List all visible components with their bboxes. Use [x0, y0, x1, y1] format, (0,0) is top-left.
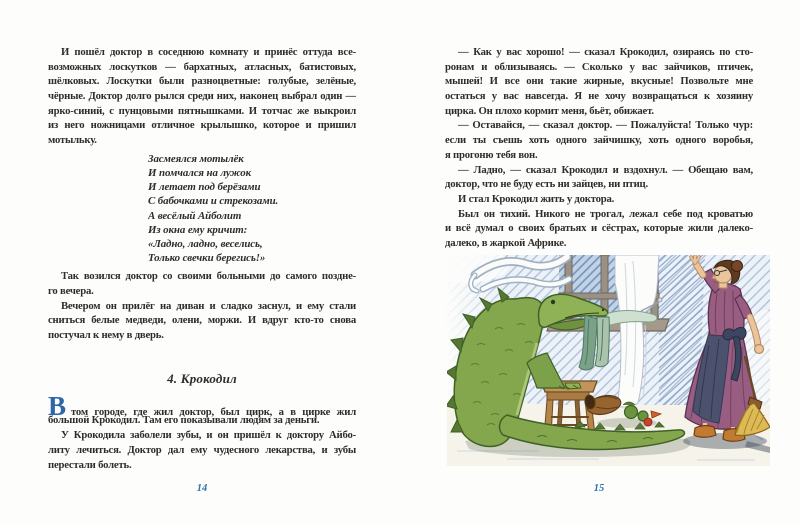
text-line: Засмеялся мотылёк	[148, 152, 244, 165]
paragraph	[445, 207, 753, 251]
chapter-heading: 4. Крокодил	[167, 370, 237, 386]
text-line: цирка. Он плохо кормит меня, бьёт, обижает.	[445, 104, 654, 117]
text-line: — Как у вас хорошо! — сказал Крокодил, озираясь по сто-	[458, 46, 753, 58]
text-line: А весёлый Айболит	[148, 209, 242, 222]
paragraph	[445, 163, 753, 192]
text-line: если ты съешь хоть одного зайчишку, хоть одного воробья,	[445, 134, 753, 147]
right-page	[445, 45, 753, 251]
text-line: остаться у вас навсегда. Я не хочу возвращаться к хозяину	[445, 90, 753, 103]
text-line: го вечера.	[48, 285, 94, 297]
text-line: Вечером он прилёг на диван и сладко заснул, и ему стали	[61, 299, 356, 312]
text-line: литу лечиться. Доктор дал ему чудесного лекарства, и зубы	[48, 443, 356, 456]
page-number-left: 14	[196, 483, 208, 494]
clog	[694, 426, 716, 438]
text-line: ярко-синий, с пунцовыми пятнышками. И тотчас же выкроил	[48, 104, 356, 117]
text-line: возможных лоскутков — бархатных, атласных, батистовых,	[48, 60, 356, 73]
text-line: И пошёл доктор в соседнюю комнату и принёс оттуда все-	[61, 46, 356, 58]
text-line: из него ножницами отличное крылышко, которое и пришил	[48, 119, 356, 132]
text-line: перестали болеть.	[48, 458, 132, 471]
poem	[148, 152, 356, 266]
text-line: я прогоню тебя вон.	[445, 148, 538, 161]
text-line: У Крокодила заболели зубы, и он пришёл к доктору Айбо-	[61, 429, 356, 442]
text-line: большой Крокодил. Там его показывали людям за деньги.	[48, 414, 320, 427]
text-line: И стал Крокодил жить у доктора.	[458, 192, 615, 205]
page-number-right: 15	[593, 483, 605, 494]
paragraph-dropcap	[48, 390, 356, 428]
paragraph	[48, 269, 356, 298]
text-line: мотыльку.	[48, 134, 97, 147]
paragraph	[48, 428, 356, 472]
illustration	[447, 255, 770, 466]
dropcap-letter: В	[48, 390, 67, 421]
illustration-svg	[447, 255, 770, 466]
text-line: — Ладно, — сказал Крокодил и вздохнул. — Обещаю вам,	[458, 163, 753, 176]
text-line: Так возился доктор со своими больными до самого поздне-	[61, 270, 356, 283]
text-line: мышей! И все они такие жирные, вкусные! Позвольте мне	[445, 75, 753, 88]
text-line: Из окна ему кричит:	[148, 223, 248, 236]
paragraph	[48, 45, 356, 148]
text-line: — Оставайся, — сказал доктор. — Пожалуйста! Только чур:	[458, 119, 753, 132]
text-line: С бабочками и стрекозами.	[148, 195, 279, 208]
text-line: И летает под берёзами	[148, 181, 261, 194]
paragraph-rest	[48, 413, 356, 428]
dropcap-line-text: том городе, где жил доктор, был цирк, а в цирке жил	[71, 405, 356, 418]
paragraph	[48, 299, 356, 343]
text-line: Был он тихий. Никого не трогал, лежал себе под кроватью	[458, 207, 753, 220]
paragraph	[445, 118, 753, 162]
text-line: далеко, в жаркой Африке.	[445, 236, 567, 249]
left-page	[48, 45, 356, 472]
text-line: постучал к нему в дверь.	[48, 329, 164, 342]
paragraph	[445, 192, 753, 207]
text-line: сниться белые медведи, олени, моржи. И вдруг кто-то снова	[48, 314, 356, 327]
text-line: и всё думал о своих братьях и сёстрах, которые жили далеко-	[445, 222, 753, 235]
text-line: шёлковых. Лоскутки были разноцветные: голубые, зелёные,	[48, 75, 356, 88]
crocodile-eye	[551, 300, 555, 304]
hair-bun	[732, 261, 743, 272]
text-line: «Ладно, ладно, веселись,	[148, 237, 263, 250]
text-line: Только свечки берегись!»	[148, 252, 266, 265]
paragraph	[445, 45, 753, 118]
text-line: ронам и облизываясь. — Сколько у вас зайчиков, птичек,	[445, 60, 753, 73]
text-line: доктор, что не буду есть ни зайцев, ни птиц.	[445, 178, 648, 191]
text-line: И помчался на лужок	[148, 167, 252, 179]
text-line: чёрные. Доктор долго рылся среди них, наконец выбрал один —	[48, 90, 356, 103]
